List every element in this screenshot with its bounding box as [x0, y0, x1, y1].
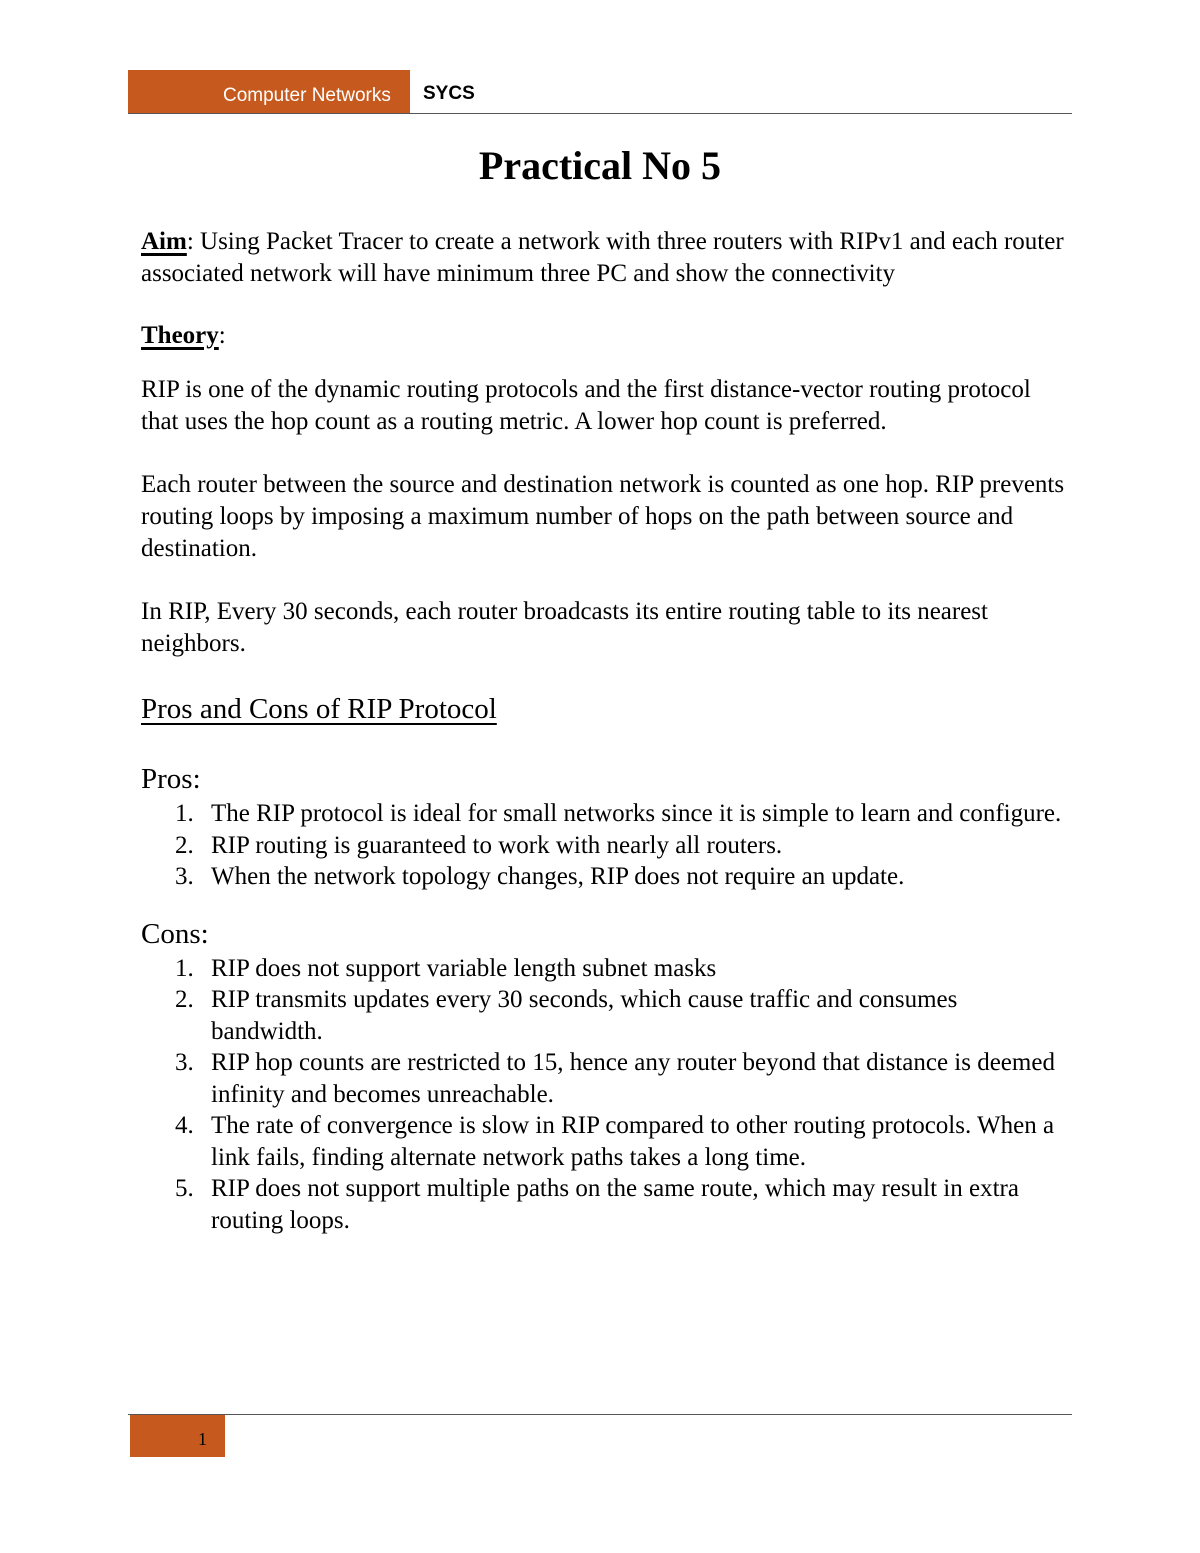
list-item	[141, 798, 1066, 830]
list-item	[141, 1173, 1066, 1236]
aim-paragraph	[141, 226, 1066, 290]
list-text: When the network topology changes, RIP does not require an update.	[211, 863, 905, 890]
footer-divider	[128, 1414, 1072, 1415]
theory-paragraph: In RIP, Every 30 seconds, each router broadcasts its entire routing table to its nearest neighbors.	[141, 598, 988, 657]
theory-heading	[141, 320, 1066, 352]
list-text: RIP routing is guaranteed to work with nearly all routers.	[211, 831, 783, 859]
header-divider	[128, 113, 1072, 114]
list-number: 4.	[175, 1112, 194, 1139]
aim-text: : Using Packet Tracer to create a network with three routers with RIPv1 and each router associated network will have minimum three PC and show the connectivity	[141, 228, 1064, 287]
list-text: RIP hop counts are restricted to 15, hence any router beyond that distance is deemed infinity and becomes unreachable.	[211, 1049, 1055, 1108]
list-item	[141, 984, 1066, 1047]
cons-list	[141, 953, 1066, 1237]
aim-label: Aim	[141, 228, 187, 255]
list-item	[141, 830, 1066, 862]
theory-label: Theory	[141, 322, 219, 349]
list-item	[141, 861, 1066, 893]
page-number: 1	[198, 1429, 207, 1449]
list-number: 5.	[175, 1175, 194, 1202]
document-body	[141, 226, 1066, 1236]
list-text: The RIP protocol is ideal for small networks since it is simple to learn and configure.	[211, 800, 1062, 827]
list-number: 2.	[175, 831, 194, 859]
course-name: Computer Networks	[223, 85, 391, 106]
list-text: RIP does not support variable length subnet masks	[211, 954, 717, 982]
cons-heading: Cons:	[141, 917, 209, 950]
class-name: SYCS	[423, 83, 475, 104]
list-number: 1.	[175, 954, 194, 982]
theory-paragraph: RIP is one of the dynamic routing protocols and the first distance-vector routing protocol that uses the hop count as a routing metric. A lower hop count is preferred.	[141, 376, 1031, 435]
pros-list	[141, 798, 1066, 893]
list-number: 1.	[175, 800, 194, 827]
list-item	[141, 1110, 1066, 1173]
page-title: Practical No 5	[478, 143, 722, 188]
list-item	[141, 953, 1066, 985]
pros-heading: Pros:	[141, 763, 201, 795]
list-item	[141, 1047, 1066, 1110]
theory-suffix: :	[218, 322, 226, 349]
section-heading: Pros and Cons of RIP Protocol	[141, 693, 497, 725]
list-number: 3.	[175, 1049, 194, 1076]
theory-paragraph: Each router between the source and destination network is counted as one hop. RIP prevents routing loops by imposing a maximum number of hops on the path between source and destination.	[141, 471, 1065, 562]
list-text: The rate of convergence is slow in RIP compared to other routing protocols. When a link fails, finding alternate network paths takes a long time.	[211, 1112, 1055, 1171]
list-text: RIP does not support multiple paths on the same route, which may result in extra routing loops.	[211, 1175, 1019, 1234]
list-text: RIP transmits updates every 30 seconds, which cause traffic and consumes bandwidth.	[211, 986, 958, 1045]
list-number: 3.	[175, 863, 194, 890]
list-number: 2.	[175, 986, 194, 1013]
footer-band	[130, 1415, 225, 1457]
header-band	[128, 70, 410, 114]
